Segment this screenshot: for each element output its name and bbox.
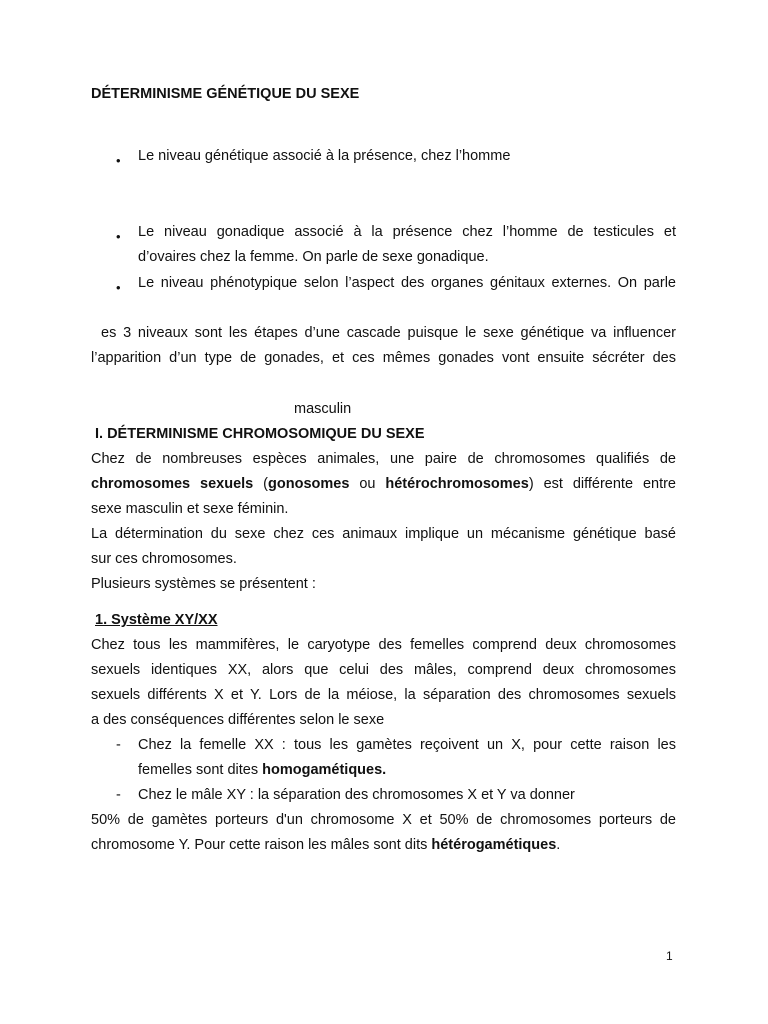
- para5-line2: [91, 833, 676, 858]
- para1-line3: sexe masculin et sexe féminin.: [91, 501, 289, 517]
- term-heterogametiques: hétérogamétiques: [431, 837, 557, 853]
- text-fragment: chromosome Y. Pour cette raison les mâles sont dits: [91, 837, 432, 853]
- page-number: 1: [666, 949, 673, 963]
- para2-line2: sur ces chromosomes.: [91, 551, 237, 567]
- bullet-gonadic-level-line1: Le niveau gonadique associé à la présence chez l’homme de testicules et: [138, 224, 676, 240]
- cascade-line2: l’apparition d’un type de gonades, et ces mêmes gonades vont ensuite sécréter des: [91, 350, 676, 366]
- bullet-marker: •: [116, 229, 121, 244]
- para5-line1: 50% de gamètes porteurs d'un chromosome X et 50% de chromosomes porteurs de: [91, 812, 676, 828]
- term-chromosomes-sexuels: chromosomes sexuels: [91, 476, 254, 492]
- subsection-title-text: 1. Système XY/XX: [95, 612, 218, 628]
- document-title: DÉTERMINISME GÉNÉTIQUE DU SEXE: [91, 86, 360, 102]
- bullet-genetic-level: Le niveau génétique associé à la présence, chez l’homme: [138, 148, 511, 164]
- text-fragment: (: [253, 476, 269, 492]
- dash-marker: -: [116, 787, 121, 803]
- para3: Plusieurs systèmes se présentent :: [91, 576, 316, 592]
- cascade-line1: es 3 niveaux sont les étapes d’une cascade puisque le sexe génétique va influencer: [101, 325, 676, 341]
- text-fragment: ou: [349, 476, 386, 492]
- dash-marker: -: [116, 737, 121, 753]
- term-gonosomes: gonosomes: [268, 476, 350, 492]
- para2-line1: La détermination du sexe chez ces animaux implique un mécanisme génétique basé: [91, 526, 676, 542]
- para4-line3: sexuels différents X et Y. Lors de la méiose, la séparation des chromosomes sexuels: [91, 687, 676, 703]
- bullet-marker: •: [116, 153, 121, 168]
- bullet-phenotypic-level: Le niveau phénotypique selon l’aspect des organes génitaux externes. On parle: [138, 275, 676, 291]
- text-fragment: .: [556, 837, 561, 853]
- para4-line4: a des conséquences différentes selon le sexe: [91, 712, 385, 728]
- term-heterochromosomes: hétérochromosomes: [385, 476, 529, 492]
- text-fragment: ) est différente entre: [528, 476, 676, 492]
- dash-male-line1: Chez le mâle XY : la séparation des chromosomes X et Y va donner: [138, 787, 575, 803]
- text-fragment: femelles sont dites: [138, 762, 263, 778]
- subsection-title-xy-xx: [95, 608, 680, 633]
- para4-line1: Chez tous les mammifères, le caryotype des femelles comprend deux chromosomes: [91, 637, 676, 653]
- para1-line1: Chez de nombreuses espèces animales, une paire de chromosomes qualifiés de: [91, 451, 676, 467]
- fragment-masculin: masculin: [294, 401, 352, 417]
- bullet-gonadic-level-line2: d’ovaires chez la femme. On parle de sexe gonadique.: [138, 249, 489, 265]
- section-title-chromosomique: I. DÉTERMINISME CHROMOSOMIQUE DU SEXE: [95, 426, 425, 442]
- bullet-marker: •: [116, 280, 121, 295]
- term-homogametiques: homogamétiques.: [262, 762, 387, 778]
- para1-line2: [91, 472, 676, 497]
- dash-female-line2: [138, 758, 676, 783]
- para4-line2: sexuels identiques XX, alors que celui des mâles, comprend deux chromosomes: [91, 662, 676, 678]
- dash-female-line1: Chez la femelle XX : tous les gamètes reçoivent un X, pour cette raison les: [138, 737, 676, 753]
